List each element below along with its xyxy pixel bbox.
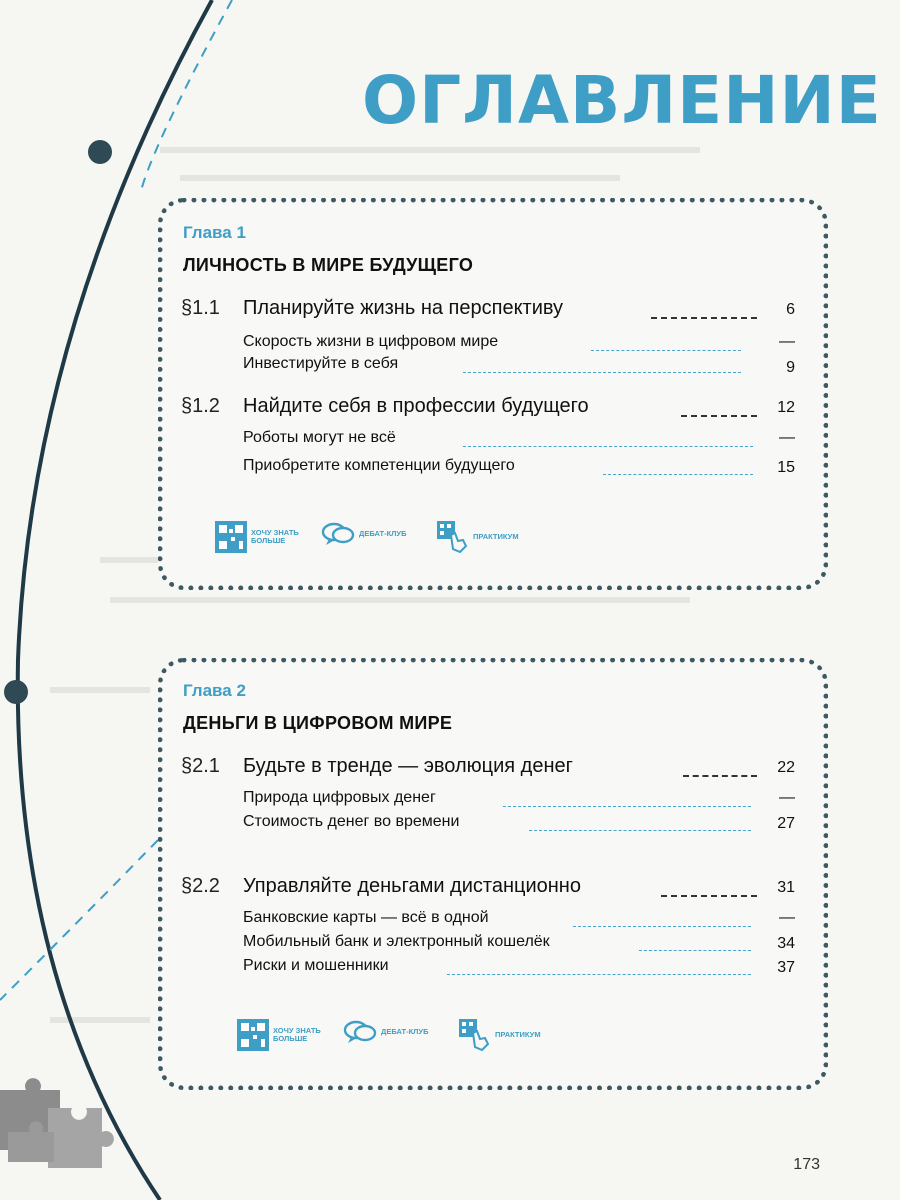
- page-ref: 9: [786, 359, 795, 376]
- leader-dots: [573, 926, 751, 927]
- pointing-hand-icon: [459, 1019, 491, 1051]
- chapter-resources: [215, 521, 595, 555]
- chapter-title: ЛИЧНОСТЬ В МИРЕ БУДУЩЕГО: [183, 255, 474, 275]
- page-ref: 6: [786, 301, 795, 318]
- section-number: §2.1: [181, 755, 220, 777]
- subsection-title: Инвестируйте в себя: [243, 355, 399, 372]
- debate-club-link[interactable]: [343, 1019, 428, 1045]
- section-title: Управляйте деньгами дистанционно: [243, 875, 581, 897]
- page-ref: 12: [777, 399, 795, 416]
- toc-section-1-1[interactable]: [163, 297, 823, 323]
- chapter-label: Глава 2: [183, 681, 246, 700]
- leader-dots: [591, 350, 741, 351]
- leader-dots: [683, 775, 757, 777]
- orbit-node-middle: [4, 680, 28, 704]
- toc-subsection[interactable]: [163, 909, 823, 935]
- subsection-title: Приобретите компетенции будущего: [243, 457, 515, 474]
- icon-label: ПРАКТИКУМ: [473, 531, 519, 541]
- toc-subsection[interactable]: [163, 457, 823, 483]
- chapter-title: ДЕНЬГИ В ЦИФРОВОМ МИРЕ: [183, 713, 453, 733]
- toc-subsection[interactable]: [163, 957, 823, 983]
- icon-label: ХОЧУ ЗНАТЬ: [251, 527, 299, 537]
- icon-label: ДЕБАТ-КЛУБ: [381, 1026, 429, 1036]
- toc-subsection[interactable]: [163, 789, 823, 815]
- page-number: 173: [793, 1156, 820, 1173]
- toc-subsection[interactable]: [163, 355, 823, 381]
- want-to-know-more-link[interactable]: [215, 521, 299, 553]
- debate-club-link[interactable]: [321, 521, 406, 547]
- page-ref: —: [779, 333, 795, 350]
- subsection-title: Мобильный банк и электронный кошелёк: [243, 933, 550, 950]
- page-ref: 27: [777, 815, 795, 832]
- toc-subsection[interactable]: [163, 813, 823, 839]
- toc-subsection[interactable]: [163, 429, 823, 455]
- page-ref: 31: [777, 879, 795, 896]
- page-title: ОГЛАВЛЕНИЕ: [362, 62, 882, 139]
- icon-label: ПРАКТИКУМ: [495, 1029, 541, 1039]
- want-to-know-more-link[interactable]: [237, 1019, 321, 1051]
- leader-dots: [651, 317, 757, 319]
- toc-section-2-1[interactable]: [163, 755, 823, 781]
- section-number: §1.2: [181, 395, 220, 417]
- page-ref: —: [779, 789, 795, 806]
- subsection-title: Природа цифровых денег: [243, 789, 436, 806]
- subsection-title: Риски и мошенники: [243, 957, 389, 974]
- page-ref: —: [779, 429, 795, 446]
- page-ref: —: [779, 909, 795, 926]
- chapter-label: Глава 1: [183, 223, 246, 242]
- section-number: §2.2: [181, 875, 220, 897]
- dashed-orbit-line-lower: [0, 840, 158, 1000]
- speech-bubbles-icon: [321, 521, 355, 547]
- section-title: Будьте в тренде — эволюция денег: [243, 755, 573, 777]
- leader-dots: [603, 474, 753, 475]
- toc-subsection[interactable]: [163, 933, 823, 959]
- icon-label: ХОЧУ ЗНАТЬ: [273, 1025, 321, 1035]
- section-title: Планируйте жизнь на перспективу: [243, 297, 564, 319]
- pointing-hand-icon: [437, 521, 469, 553]
- qr-code-icon: [237, 1019, 269, 1051]
- dashed-orbit-line: [140, 0, 232, 195]
- section-number: §1.1: [181, 297, 220, 319]
- page-ref: 22: [777, 759, 795, 776]
- leader-dots: [639, 950, 751, 951]
- leader-dots: [463, 446, 753, 447]
- leader-dots: [463, 372, 741, 373]
- subsection-title: Роботы могут не всё: [243, 429, 396, 446]
- leader-dots: [447, 974, 751, 975]
- qr-code-icon: [215, 521, 247, 553]
- page-ref: 34: [777, 935, 795, 952]
- subsection-title: Стоимость денег во времени: [243, 813, 460, 830]
- page-ref: 15: [777, 459, 795, 476]
- leader-dots: [503, 806, 751, 807]
- toc-section-1-2[interactable]: [163, 395, 823, 421]
- chapter-2-box: [158, 658, 828, 1090]
- chapter-1-box: [158, 198, 828, 590]
- practicum-link[interactable]: [437, 521, 519, 553]
- speech-bubbles-icon: [343, 1019, 377, 1045]
- icon-label: БОЛЬШЕ: [273, 1034, 308, 1043]
- leader-dots: [661, 895, 757, 897]
- icon-label: БОЛЬШЕ: [251, 536, 286, 545]
- leader-dots: [681, 415, 757, 417]
- subsection-title: Банковские карты — всё в одной: [243, 909, 489, 926]
- toc-section-2-2[interactable]: [163, 875, 823, 901]
- icon-label: ДЕБАТ-КЛУБ: [359, 528, 407, 538]
- leader-dots: [529, 830, 751, 831]
- orbit-node-top: [88, 140, 112, 164]
- page-ref: 37: [777, 959, 795, 976]
- section-title: Найдите себя в профессии будущего: [243, 395, 589, 417]
- subsection-title: Скорость жизни в цифровом мире: [243, 333, 499, 350]
- practicum-link[interactable]: [459, 1019, 541, 1051]
- puzzle-pieces-icon: [0, 1078, 114, 1168]
- chapter-resources: [237, 1019, 617, 1053]
